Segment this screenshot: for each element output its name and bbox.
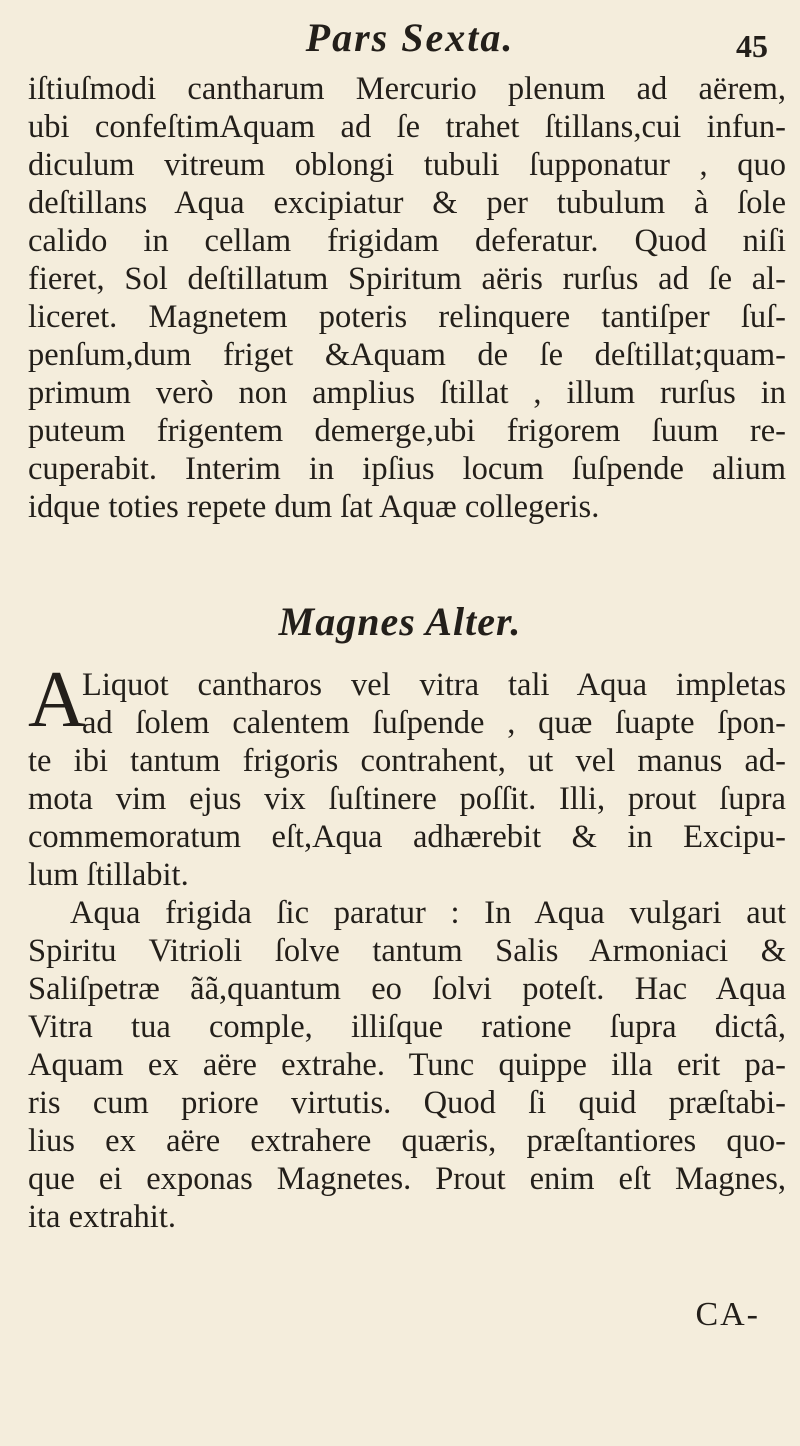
text-line: Spiritu Vitrioli ſolve tantum Salis Armoniaci & xyxy=(28,933,786,969)
text-line: calido in cellam frigidam deferatur. Quod niſi xyxy=(28,223,786,259)
text-line: lum ſtillabit. xyxy=(28,857,189,893)
page-number: 45 xyxy=(736,28,768,64)
text-line: lius ex aëre extrahere quæris, præſtantiores quo- xyxy=(28,1123,786,1159)
text-line: fieret, Sol deſtillatum Spiritum aëris rurſus ad ſe al- xyxy=(28,261,786,297)
text-line: que ei exponas Magnetes. Prout enim eſt Magnes, xyxy=(28,1161,786,1197)
text-line: ad ſolem calentem ſuſpende , quæ ſuapte ſpon- xyxy=(82,705,786,741)
text-line: cuperabit. Interim in ipſius locum ſuſpende alium xyxy=(28,451,786,487)
text-line: idque toties repete dum ſat Aquæ collegeris. xyxy=(28,489,600,525)
drop-cap: A xyxy=(28,656,86,744)
text-line: Saliſpetræ ãã,quantum eo ſolvi poteſt. Hac Aqua xyxy=(28,971,786,1007)
text-line: mota vim ejus vix ſuſtinere poſſit. Illi, prout ſupra xyxy=(28,781,786,817)
section-title: Magnes Alter. xyxy=(278,599,522,644)
text-line: Aquam ex aëre extrahe. Tunc quippe illa erit pa- xyxy=(28,1047,786,1083)
text-line: puteum frigentem demerge,ubi frigorem ſuum re- xyxy=(28,413,786,449)
text-line: te ibi tantum frigoris contrahent, ut vel manus ad- xyxy=(28,743,786,779)
text-line: commemoratum eſt,Aqua adhærebit & in Excipu- xyxy=(28,819,786,855)
text-line: ita extrahit. xyxy=(28,1199,176,1235)
text-line: Liquot cantharos vel vitra tali Aqua impletas xyxy=(82,667,786,703)
text-line: deſtillans Aqua excipiatur & per tubulum à ſole xyxy=(28,185,786,221)
text-line: liceret. Magnetem poteris relinquere tantiſper ſuſ- xyxy=(28,299,786,335)
text-line: Aqua frigida ſic paratur : In Aqua vulgari aut xyxy=(70,895,786,931)
text-line: penſum,dum friget &Aquam de ſe deſtillat;quam- xyxy=(28,337,786,373)
text-line: primum verò non amplius ſtillat , illum rurſus in xyxy=(28,375,786,411)
text-line: diculum vitreum oblongi tubuli ſupponatur , quo xyxy=(28,147,786,183)
text-line: ris cum priore virtutis. Quod ſi quid præſtabi- xyxy=(28,1085,786,1121)
running-head: Pars Sexta. xyxy=(305,15,515,60)
catchword: CA- xyxy=(695,1296,760,1333)
text-line: Vitra tua comple, illiſque ratione ſupra dictâ, xyxy=(28,1009,786,1045)
text-line: ubi confeſtimAquam ad ſe trahet ſtillans,cui infun- xyxy=(28,109,786,145)
text-line: iſtiuſmodi cantharum Mercurio plenum ad aërem, xyxy=(28,71,786,107)
